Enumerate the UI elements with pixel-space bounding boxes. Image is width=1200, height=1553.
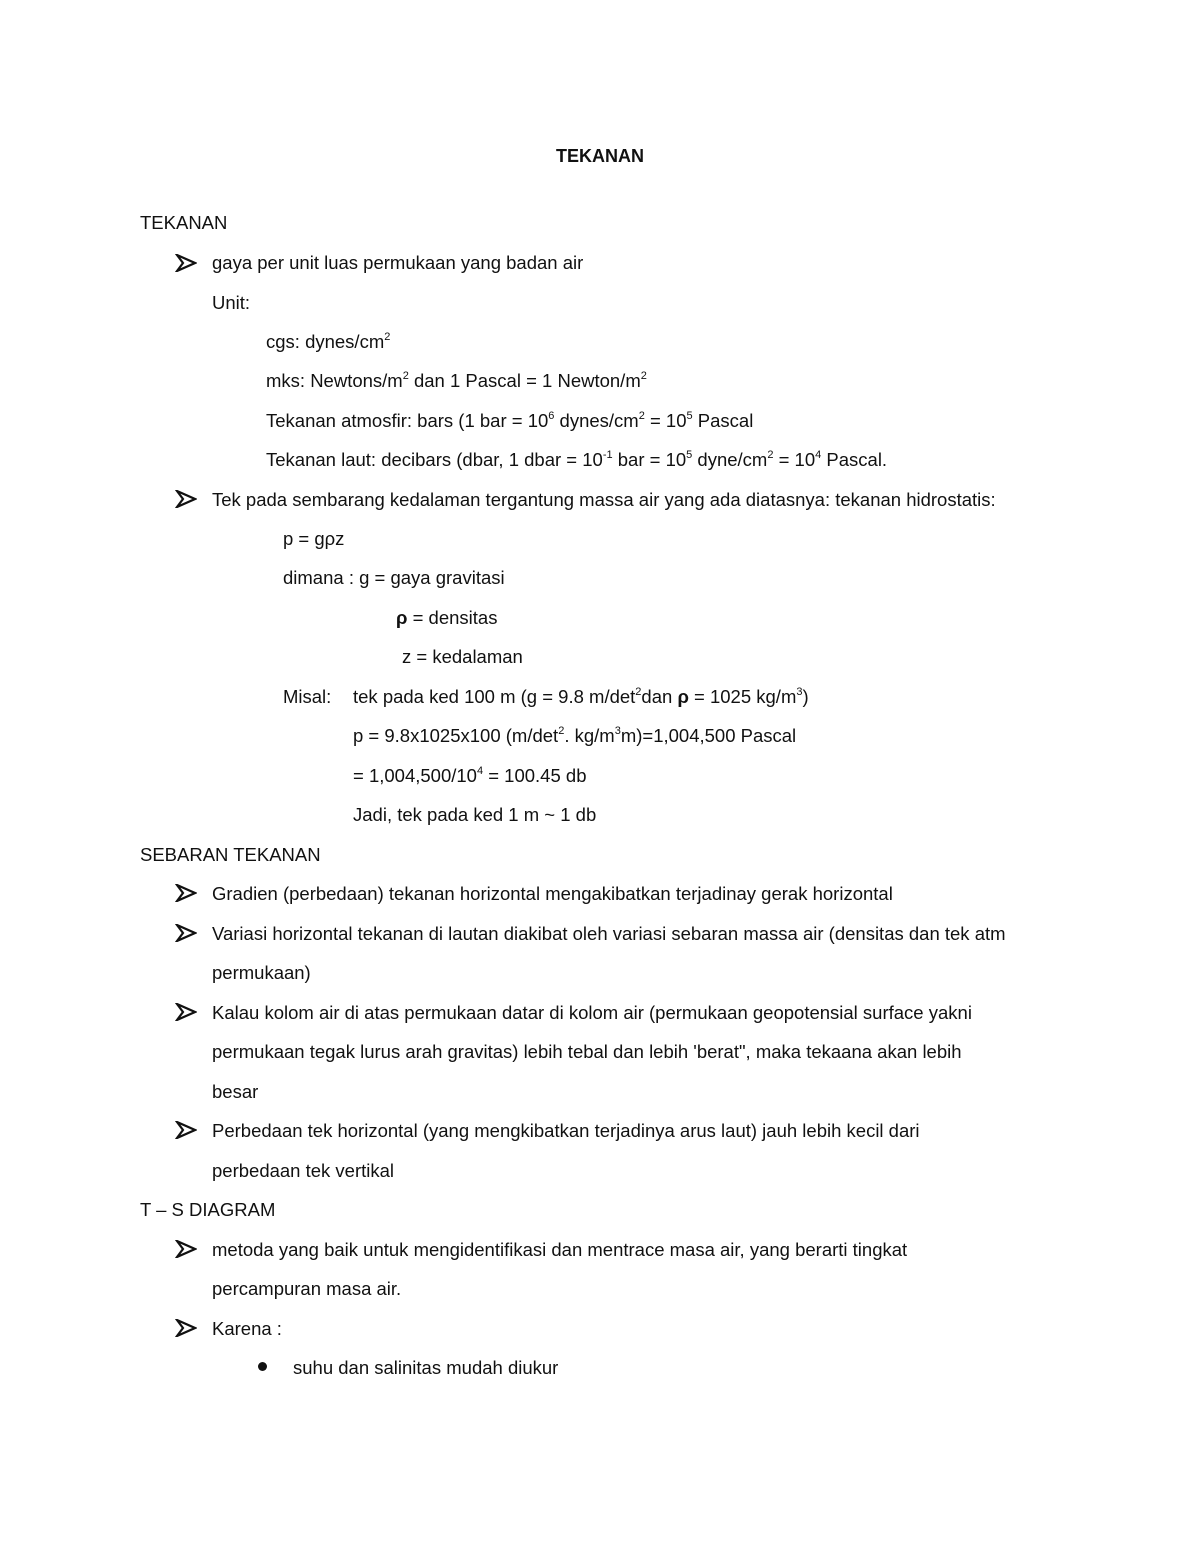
calculation-conclusion: Jadi, tek pada ked 1 m ~ 1 db bbox=[353, 804, 597, 825]
arrow-bullet-icon bbox=[175, 490, 197, 508]
list-item-continuation: perbedaan tek vertikal bbox=[212, 1160, 395, 1181]
misal-label: Misal: bbox=[283, 686, 332, 707]
document-title: TEKANAN bbox=[556, 146, 644, 166]
unit-tekanan-atmosfir: Tekanan atmosfir: bars (1 bar = $10^6$ dynes/$cm^2 = 10^5$ Pascal bbox=[266, 409, 754, 431]
section-heading-ts-diagram: T – S DIAGRAM bbox=[140, 1199, 276, 1220]
arrow-bullet-icon bbox=[175, 884, 197, 902]
list-item-continuation: permukaan) bbox=[212, 962, 311, 983]
misal-example: tek pada ked 100 m (g = 9.8 $m/\det^2dan$ ρ = 1025 $kg/m^3$) bbox=[353, 685, 809, 707]
bullet-definition: gaya per unit luas permukaan yang badan air bbox=[212, 252, 584, 273]
section-heading-sebaran-tekanan: SEBARAN TEKANAN bbox=[140, 844, 321, 865]
round-bullet-icon bbox=[258, 1362, 267, 1371]
formula-definition-g: dimana : g = gaya gravitasi bbox=[283, 567, 505, 588]
unit-cgs: cgs: dynes/$cm^2$ bbox=[266, 330, 391, 352]
list-item-continuation: percampuran masa air. bbox=[212, 1278, 402, 1299]
arrow-bullet-icon bbox=[175, 1003, 197, 1021]
list-item: metoda yang baik untuk mengidentifikasi dan mentrace masa air, yang berarti tingkat bbox=[212, 1239, 908, 1260]
arrow-bullet-icon bbox=[175, 1319, 197, 1337]
calculation-step-2: = $1,004,500/10^4 = 100.45$ db bbox=[353, 764, 587, 786]
unit-tekanan-laut: Tekanan laut: decibars (dbar, 1 dbar = $10^{-1}$ bar = $10^5$ dyne/$cm^2 = 10^4$ Pascal. bbox=[266, 448, 888, 470]
sub-list-item: suhu dan salinitas mudah diukur bbox=[293, 1357, 559, 1378]
unit-mks: mks: Newtons/$m^2$ dan 1 Pascal = 1 Newton/$m^2$ bbox=[266, 369, 647, 391]
bullet-hidrostatis: Tek pada sembarang kedalaman tergantung massa air yang ada diatasnya: tekanan hidrostatis: bbox=[212, 489, 996, 510]
unit-label: Unit: bbox=[212, 292, 251, 313]
list-item-continuation: besar bbox=[212, 1081, 259, 1102]
arrow-bullet-icon bbox=[175, 1240, 197, 1258]
list-item: Kalau kolom air di atas permukaan datar di kolom air (permukaan geopotensial surface yakni bbox=[212, 1002, 972, 1023]
list-item: Perbedaan tek horizontal (yang mengkibatkan terjadinya arus laut) jauh lebih kecil dari bbox=[212, 1120, 920, 1141]
list-item: Karena : bbox=[212, 1318, 282, 1339]
arrow-bullet-icon bbox=[175, 254, 197, 272]
list-item: Variasi horizontal tekanan di lautan diakibat oleh variasi sebaran massa air (densitas dan tek atm bbox=[212, 923, 1006, 944]
arrow-bullet-icon bbox=[175, 924, 197, 942]
section-heading-tekanan: TEKANAN bbox=[140, 212, 228, 233]
arrow-bullet-icon bbox=[175, 1121, 197, 1139]
list-item: Gradien (perbedaan) tekanan horizontal mengakibatkan terjadinay gerak horizontal bbox=[212, 883, 893, 904]
formula-definition-z: z = kedalaman bbox=[402, 646, 523, 667]
calculation-step-1: p = 9.8x1025x100 ($m/\det^2$. $kg/m^3m)=1,004,500$ Pascal bbox=[353, 724, 797, 746]
list-item-continuation: permukaan tegak lurus arah gravitas) lebih tebal dan lebih 'berat", maka tekaana akan lebih bbox=[212, 1041, 962, 1062]
formula-hidrostatis: p = gρz bbox=[283, 528, 345, 549]
formula-definition-rho: ρ = densitas bbox=[396, 607, 498, 628]
